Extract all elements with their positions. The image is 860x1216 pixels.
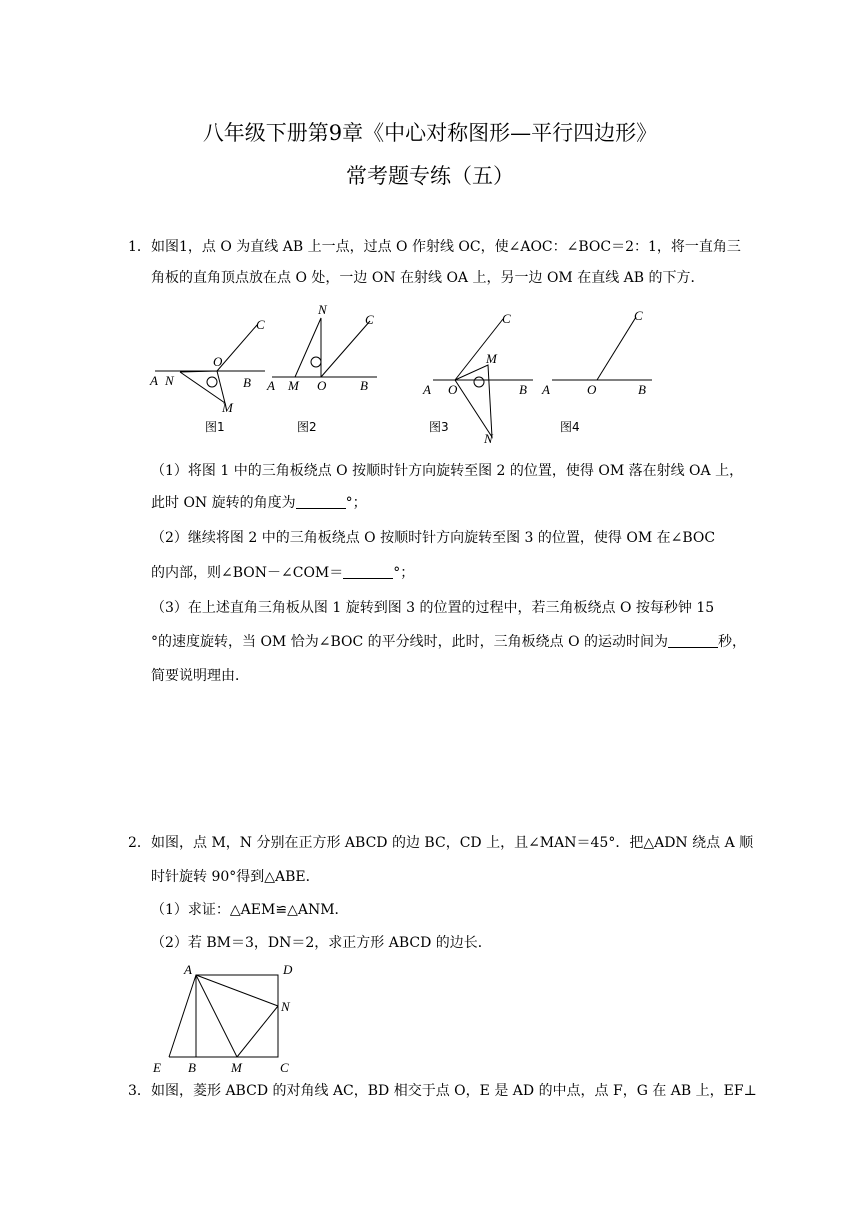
fig4-label-o: O xyxy=(587,382,597,397)
q2-sub1: （1）求证：△AEM≌△ANM． xyxy=(151,902,349,918)
q1-stem-line2: 角板的直角顶点放在点 O 处，一边 ON 在射线 OA 上，另一边 OM 在直线 AB 的下方． xyxy=(151,270,705,286)
q2-stem-line2: 时针旋转 90°得到△ABE． xyxy=(151,869,320,885)
fig1-label-b: B xyxy=(243,375,251,390)
fig2-label-b: B xyxy=(360,378,368,393)
fig2-caption: 图2 xyxy=(297,420,317,434)
doc-title-line2: 常考题专练（五） xyxy=(346,164,514,188)
fig3-caption: 图3 xyxy=(429,420,449,434)
fig1-label-n: N xyxy=(165,373,174,388)
q1-figure-3 xyxy=(415,305,545,450)
doc-title-line1: 八年级下册第9章《中心对称图形—平行四边形》 xyxy=(202,121,658,145)
q1-sub1-text: 此时 ON 旋转的角度为 xyxy=(151,495,296,511)
q1-sub1-blank[interactable] xyxy=(296,494,346,509)
fig3-label-n: N xyxy=(484,431,493,446)
q2-number: 2． xyxy=(128,835,151,851)
fig4-label-b: B xyxy=(638,382,646,397)
fig2-label-n: N xyxy=(318,302,327,317)
q1-sub1-line1: （1）将图 1 中的三角板绕点 O 按顺时针方向旋转至图 2 的位置，使得 OM 落在射线 OA 上， xyxy=(151,463,744,479)
q2-stem-line1: 如图，点 M，N 分别在正方形 ABCD 的边 BC，CD 上，且∠MAN＝45°．把△ADN 绕点 A 顺 xyxy=(151,835,754,851)
fig4-caption: 图4 xyxy=(560,420,580,434)
q1-stem-line1: 如图1，点 O 为直线 AB 上一点，过点 O 作射线 OC，使∠AOC：∠BOC＝2：1，将一直角三 xyxy=(151,239,741,255)
q1-sub3-line1: （3）在上述直角三角板从图 1 旋转到图 3 的位置的过程中，若三角板绕点 O 按每秒钟 15 xyxy=(151,600,715,616)
sq-label-a: A xyxy=(184,962,192,977)
fig2-label-c: C xyxy=(365,312,374,327)
q1-sub1-unit: °； xyxy=(345,495,367,511)
q1-sub1-line2 xyxy=(151,493,367,513)
q1-sub2-line2 xyxy=(151,563,414,583)
q1-sub3-line3: 简要说明理由． xyxy=(151,668,249,684)
fig3-label-b: B xyxy=(519,382,527,397)
q1-figure-1 xyxy=(145,315,270,435)
q3-stem-line1: 如图，菱形 ABCD 的对角线 AC，BD 相交于点 O，E 是 AD 的中点，点 F，G 在 AB 上，EF⊥ xyxy=(151,1083,757,1099)
q2-sub2: （2）若 BM＝3，DN＝2，求正方形 ABCD 的边长． xyxy=(151,935,492,951)
fig4-label-a: A xyxy=(542,382,550,397)
q1-sub2-line1: （2）继续将图 2 中的三角板绕点 O 按顺时针方向旋转至图 3 的位置，使得 OM 在∠BOC xyxy=(151,530,716,546)
q1-sub3-text: °的速度旋转，当 OM 恰为∠BOC 的平分线时，此时，三角板绕点 O 的运动时间为 xyxy=(151,634,669,650)
q1-sub3-blank[interactable] xyxy=(668,633,718,648)
fig1-label-c: C xyxy=(256,317,265,332)
fig1-label-m: M xyxy=(222,400,233,415)
sq-label-c: C xyxy=(280,1060,289,1075)
q3-number: 3． xyxy=(128,1083,151,1099)
sq-label-d: D xyxy=(283,962,293,977)
fig2-label-a: A xyxy=(267,378,275,393)
fig4-label-c: C xyxy=(634,308,643,323)
fig3-label-c: C xyxy=(502,311,511,326)
q1-sub2-blank[interactable] xyxy=(343,564,393,579)
sq-label-e: E xyxy=(153,1060,161,1075)
q1-sub3-unit: 秒， xyxy=(718,634,747,650)
fig1-label-a: A xyxy=(150,373,158,388)
q1-figure-4 xyxy=(540,305,665,435)
fig3-label-a: A xyxy=(423,382,431,397)
q2-figure-square xyxy=(145,958,305,1078)
fig1-label-o: O xyxy=(213,354,223,369)
fig2-label-o: O xyxy=(317,378,327,393)
q1-sub2-text: 的内部，则∠BON－∠COM＝ xyxy=(151,565,344,581)
sq-label-n: N xyxy=(281,999,290,1014)
fig3-label-m: M xyxy=(486,351,497,366)
fig3-label-o: O xyxy=(448,382,458,397)
sq-label-b: B xyxy=(188,1060,196,1075)
q1-sub2-unit: °； xyxy=(393,565,415,581)
fig1-caption: 图1 xyxy=(205,420,225,434)
fig2-label-m: M xyxy=(288,378,299,393)
q1-sub3-line2 xyxy=(151,632,746,652)
q1-number: 1． xyxy=(128,239,151,255)
q1-figure-2 xyxy=(262,300,392,435)
sq-label-m: M xyxy=(231,1060,242,1075)
